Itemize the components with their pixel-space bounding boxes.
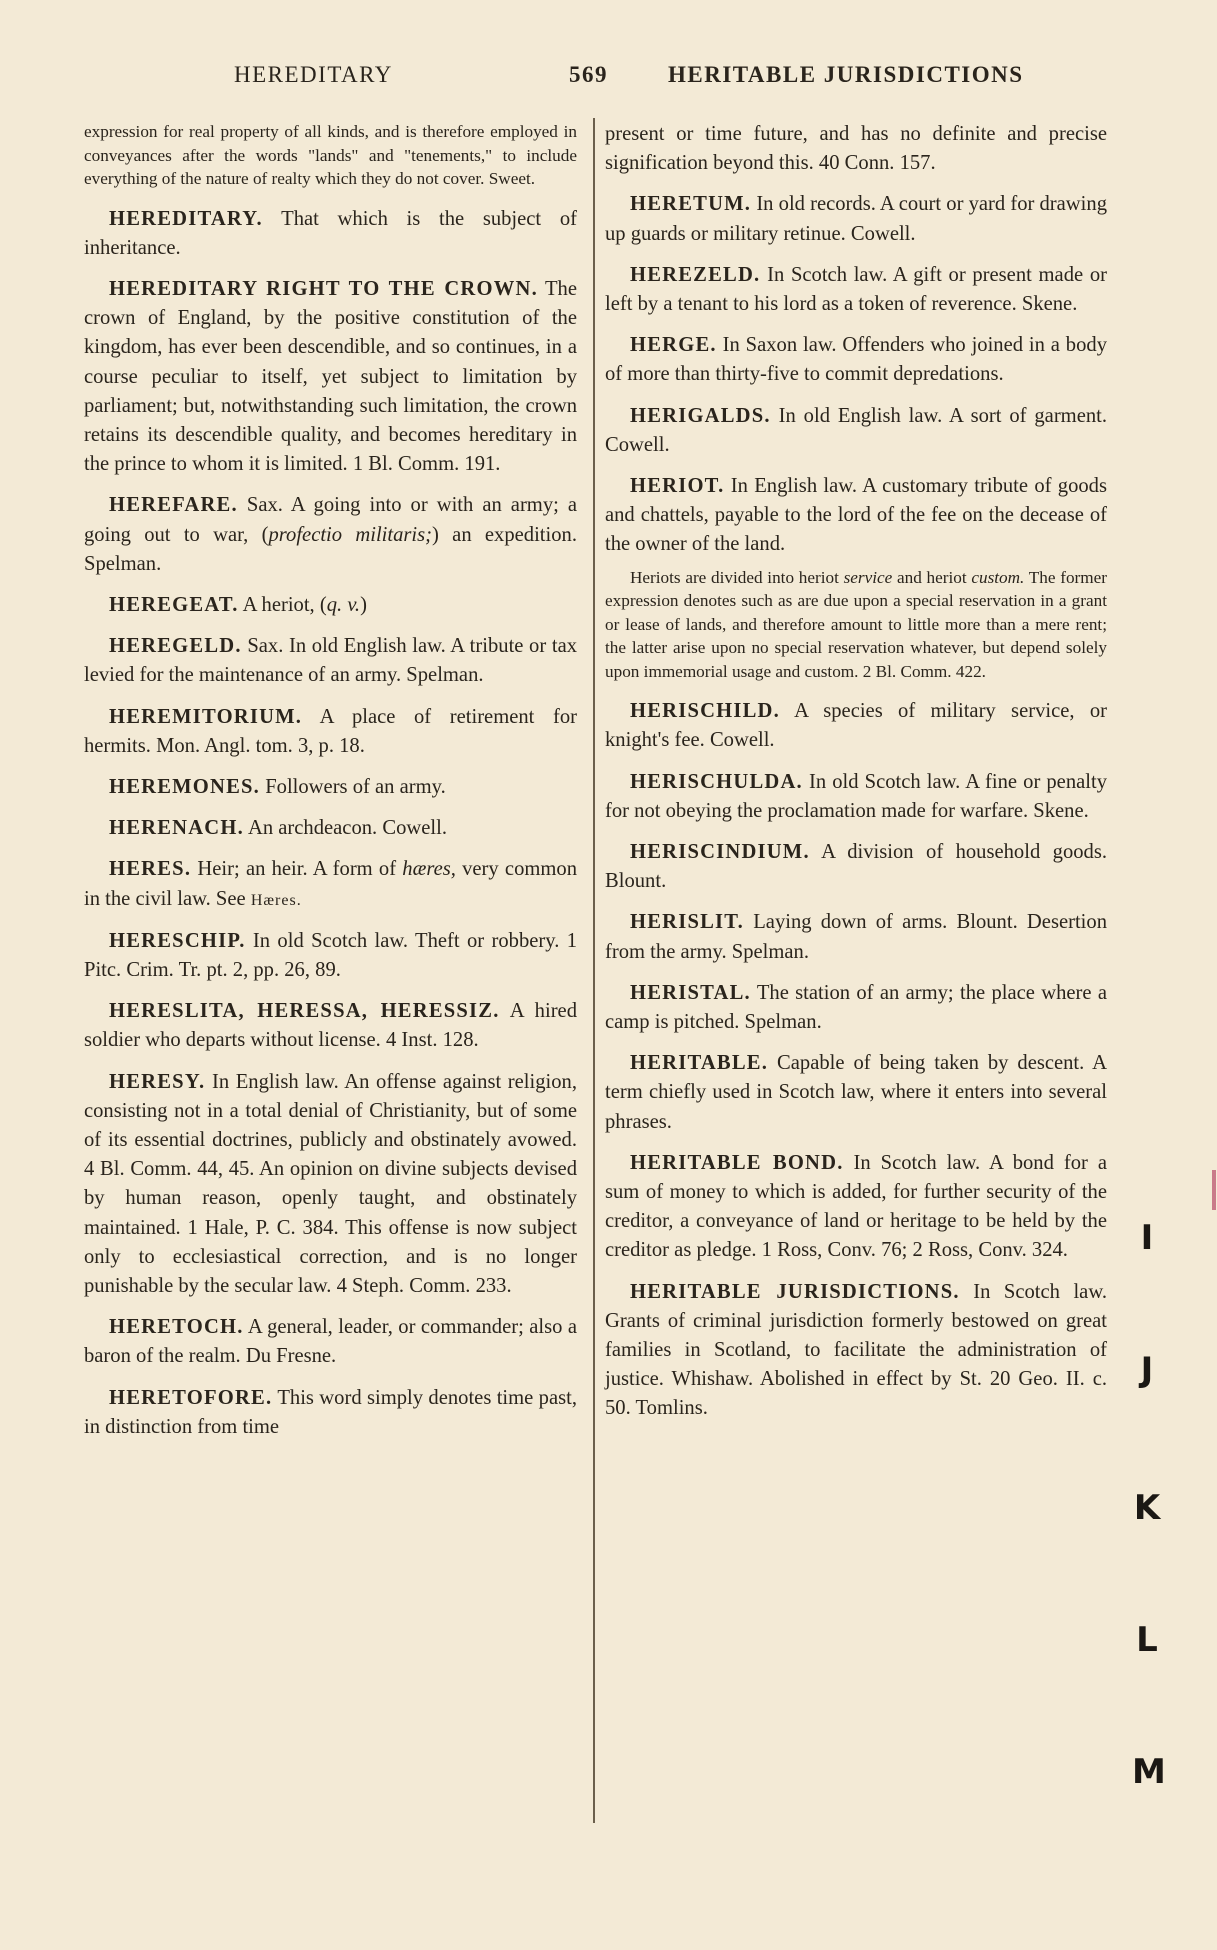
entry-heristal [605,979,1107,1037]
entry-heregeat [84,591,577,620]
entry-hereschip [84,927,577,985]
definition: This word simply denotes time past, in distinction from time [84,1386,577,1438]
entry-heritable [605,1049,1107,1137]
definition-part: Sax. A going into or with an army; a going out to war, ( [84,494,577,546]
headword: HEREFARE. [109,494,238,517]
entry-heretoch [84,1313,577,1371]
column-divider [593,118,595,1823]
note-text: The former expression denotes such as are due upon a special reservation in a grant or lease of lands, and therefore amount to little more than a mere rent; the latter arise upon no special reservation whatever, but depend solely upon immemorial usage and custom. 2 Bl. Comm. 422. [605,567,1107,681]
definition: Followers of an army. [265,775,446,798]
definition: In Scotch law. Grants of criminal jurisdiction formerly bestowed on great families in Scotland, to facilitate the administration of justice. Whishaw. Abolished in effect by St. 20 Geo. II. c. 50. Tomlins. [605,1280,1107,1420]
entry-herislit [605,908,1107,966]
entry-hereditary [84,205,577,263]
definition: That which is the subject of inheritance. [84,207,577,259]
headword: HEREDITARY. [109,207,263,230]
definition: A hired soldier who departs without license. 4 Inst. 128. [84,1000,577,1052]
note-italic: service [843,567,893,587]
entry-herenach [84,814,577,843]
headword: HERGE. [630,334,717,357]
cross-reference: q. v. [326,593,361,616]
definition: In Saxon law. Offenders who joined in a body of more than thirty-five to commit depredations. [605,334,1107,386]
entry-herigalds [605,402,1107,460]
definition: A place of retirement for hermits. Mon. Angl. tom. 3, p. 18. [84,705,577,757]
entry-heregeld [84,632,577,690]
headword: HERETOFORE. [109,1386,273,1409]
entry-hereslita [84,997,577,1055]
headword: HERES. [109,858,192,881]
definition: An archdeacon. Cowell. [247,817,447,840]
page-number: 569 [569,62,608,87]
heriot-note [605,566,1107,684]
definition: In old Scotch law. Theft or robbery. 1 Pitc. Crim. Tr. pt. 2, pp. 26, 89. [84,929,577,981]
entry-heritable-bond [605,1149,1107,1266]
headword: HERISCHILD. [630,700,780,723]
definition: In Scotch law. A gift or present made or left by a tenant to his lord as a token of reverence. Skene. [605,263,1107,316]
definition: Sax. In old English law. A tribute or tax levied for the maintenance of an army. Spelman. [84,635,578,687]
entry-heritable-jurisdictions [605,1278,1107,1424]
headword: HEREDITARY RIGHT TO THE CROWN. [109,277,538,300]
definition-part: A heriot, ( [242,593,327,616]
headword: HERETOCH. [109,1316,244,1339]
definition-part: Heir; an heir. A form of [197,858,403,881]
headword: HERESCHIP. [109,929,246,952]
note-italic: custom. [971,567,1025,587]
headword: HERENACH. [109,817,244,840]
definition: Laying down of arms. Blount. Desertion from the army. Spelman. [605,911,1107,963]
continued-text: present or time future, and has no definite and precise signification beyond this. 40 Conn. 157. [605,123,1107,175]
headword: HEREGEAT. [109,593,239,616]
definition: A division of household goods. Blount. [605,840,1108,893]
thumb-index-letter-i: I [1140,1218,1154,1258]
thumb-index-letter-l: L [1136,1620,1158,1660]
definition-part: ) an expedition. Spelman. [84,523,577,575]
thumb-index-letter-m: M [1132,1752,1166,1792]
entry-heresy [84,1068,577,1302]
headword: HERETUM. [630,193,752,216]
headword: HERESLITA, HERESSA, HERESSIZ. [109,1000,500,1023]
headword: HERISCINDIUM. [630,840,810,863]
definition: In English law. A customary tribute of goods and chattels, payable to the lord of the fee on the decease of the owner of the land. [605,475,1107,556]
definition: In old English law. A sort of garment. Cowell. [605,404,1108,456]
latin-term: hæres, [402,858,456,881]
definition: A general, leader, or commander; also a baron of the realm. Du Fresne. [84,1316,578,1368]
entry-heres [84,855,577,914]
headword: HERIOT. [630,475,725,498]
definition: Capable of being taken by descent. A term chiefly used in Scotch law, where it enters into several phrases. [605,1052,1107,1133]
definition: In old records. A court or yard for drawing up guards or military retinue. Cowell. [605,193,1107,245]
header-left-guide-word: HEREDITARY [234,62,393,87]
entry-herefare [84,491,577,579]
definition-part: very common in the civil law. See [84,858,577,910]
latin-term: profectio militaris; [268,523,433,546]
definition: A species of military service, or knight's fee. Cowell. [605,700,1107,752]
entry-herge [605,331,1107,389]
headword: HERITABLE BOND. [630,1151,844,1174]
running-header [84,62,1104,96]
entry-herischild [605,697,1107,755]
definition: The crown of England, by the positive constitution of the kingdom, has ever been descendible, and so continues, in a course peculiar to itself, yet subject to limitation by parliament; but, notwithstanding such limitation, the crown retains its descendible quality, and becomes hereditary in the prince to whom it is limited. 1 Bl. Comm. 191. [84,277,577,476]
headword: HEREMONES. [109,775,261,798]
entry-heremitorium [84,703,577,761]
entry-hereditary-right-to-the-crown [84,275,577,479]
right-column [605,120,1107,1436]
left-column [84,120,577,1454]
headword: HEREGELD. [109,635,242,658]
entry-herezeld [605,261,1107,319]
headword: HERISCHULDA. [630,770,803,793]
thumb-index-letter-j: J [1140,1350,1154,1390]
cross-reference: Hæres. [250,891,302,909]
definition: In old Scotch law. A fine or penalty for not obeying the proclamation made for warfare. Skene. [605,770,1107,822]
entry-heretum [605,190,1107,248]
note-text: Heriots are divided into heriot [630,567,844,587]
entry-heretofore [84,1384,577,1442]
headword: HERESY. [109,1070,206,1093]
headword: HERISTAL. [630,981,751,1004]
continued-text: expression for real property of all kinds, and is therefore employed in conveyances after the words "lands" and "tenements," to include everything of the nature of realty which they do not cover. Sweet. [84,122,577,188]
headword: HERIGALDS. [630,404,771,427]
definition: In Scotch law. A bond for a sum of money to which is added, for further security of the creditor, a conveyance of land or heritage to be held by the creditor as pledge. 1 Ross, Conv. 76; 2 Ross, Conv. 324. [605,1151,1107,1262]
definition: In English law. An offense against religion, consisting not in a total denial of Christianity, but of some of its essential doctrines, publicly and obstinately avowed. 4 Bl. Comm. 44, 45. An opinion on divine subjects devised by human reason, openly taught, and obstinately maintained. 1 Hale, P. C. 384. This offense is now subject only to ecclesiastical correction, and is no longer punishable by the secular law. 4 Steph. Comm. 233. [84,1070,577,1297]
headword: HERITABLE JURISDICTIONS. [630,1280,960,1303]
page-edge-mark [1212,1170,1216,1210]
headword: HERITABLE. [630,1052,769,1075]
note-text: and heriot [892,567,972,587]
entry-heriot [605,472,1107,560]
thumb-index-letter-k: K [1133,1488,1161,1528]
definition: The station of an army; the place where a camp is pitched. Spelman. [605,981,1107,1033]
entry-herischulda [605,768,1107,826]
headword: HEREZELD. [630,263,761,286]
definition-part: ) [360,593,367,616]
headword: HERISLIT. [630,911,744,934]
header-right-guide-word: HERITABLE JURISDICTIONS [668,62,1024,87]
entry-heriscindium [605,838,1107,896]
entry-heremones [84,773,577,802]
headword: HEREMITORIUM. [109,705,303,728]
